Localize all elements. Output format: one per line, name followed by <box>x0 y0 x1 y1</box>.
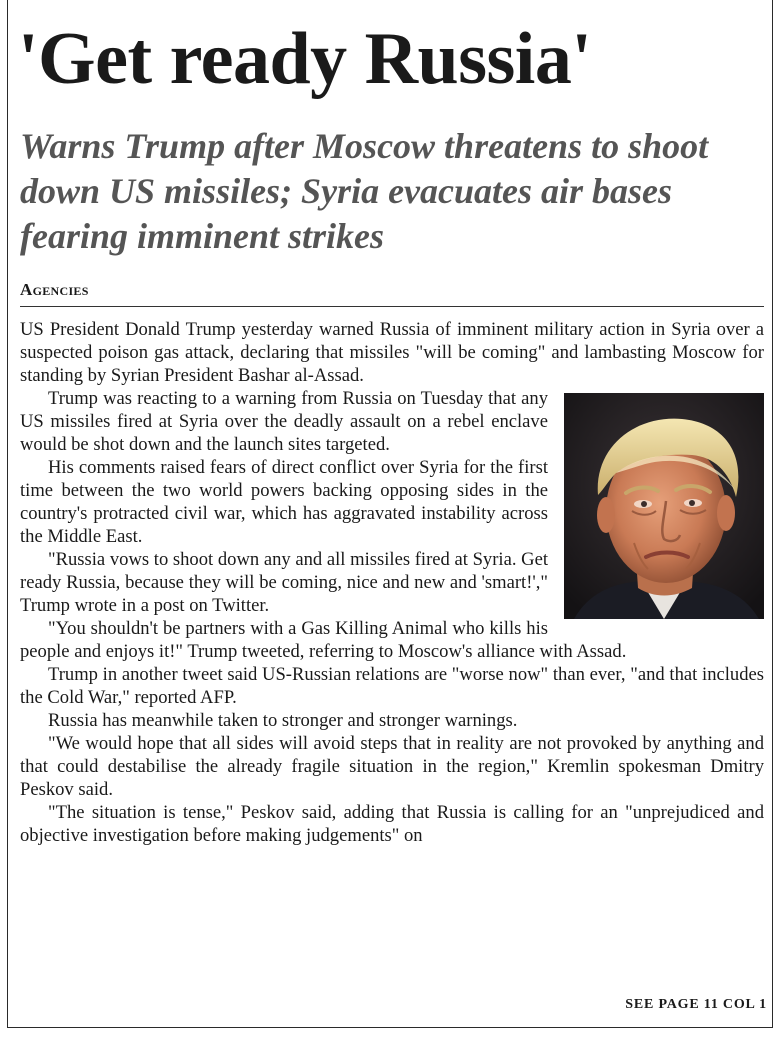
paragraph-2: Trump was reacting to a warning from Russia on Tuesday that any US missiles fired at Syria over the deadly assault on a rebel enclave would be shot down and the launch sites targeted. <box>20 388 548 455</box>
paragraph-1: US President Donald Trump yesterday warned Russia of imminent military action in Syria over a suspected poison gas attack, declaring that missiles "will be coming" and lambasting Moscow for standing by Syrian President Bashar al-Assad. <box>20 319 764 386</box>
portrait-photo <box>564 393 764 619</box>
article-body <box>20 318 764 847</box>
paragraph-6: Trump in another tweet said US-Russian relations are "worse now" than ever, "and that includes the Cold War," reported AFP. <box>20 664 764 708</box>
byline: Agencies <box>20 280 89 299</box>
paragraph-9: "The situation is tense," Peskov said, adding that Russia is calling for an "unprejudiced and objective investigation before making judgements" on <box>20 802 764 846</box>
paragraph-7: Russia has meanwhile taken to stronger and stronger warnings. <box>48 710 518 731</box>
paragraph-8: "We would hope that all sides will avoid steps that in reality are not provoked by anything and that could destabilise the already fragile situation in the region," Kremlin spokesman Dmitry Peskov said. <box>20 733 764 800</box>
byline-divider <box>20 306 764 307</box>
paragraph-3: His comments raised fears of direct conflict over Syria for the first time between the two world powers backing opposing sides in the country's protracted civil war, which has aggravated instability across the Middle East. <box>20 457 548 547</box>
paragraph-4: "Russia vows to shoot down any and all missiles fired at Syria. Get ready Russia, because they will be coming, nice and new and 'smart!'," Trump wrote in a post on Twitter. <box>20 549 548 616</box>
paragraph-5: "You shouldn't be partners with a Gas Killing Animal who kills his people and enjoys it!" Trump tweeted, referring to Moscow's alliance with Assad. <box>20 618 627 662</box>
continuation-note: SEE PAGE 11 COL 1 <box>625 997 767 1012</box>
column-rule-bottom <box>7 1027 773 1028</box>
headline: 'Get ready Russia' <box>18 18 592 100</box>
portrait-illustration <box>564 393 764 619</box>
column-rule-right <box>772 0 773 1028</box>
subheadline: Warns Trump after Moscow threatens to shoot down US missiles; Syria evacuates air bases fearing imminent strikes <box>20 126 709 256</box>
column-rule-left <box>7 0 8 1028</box>
